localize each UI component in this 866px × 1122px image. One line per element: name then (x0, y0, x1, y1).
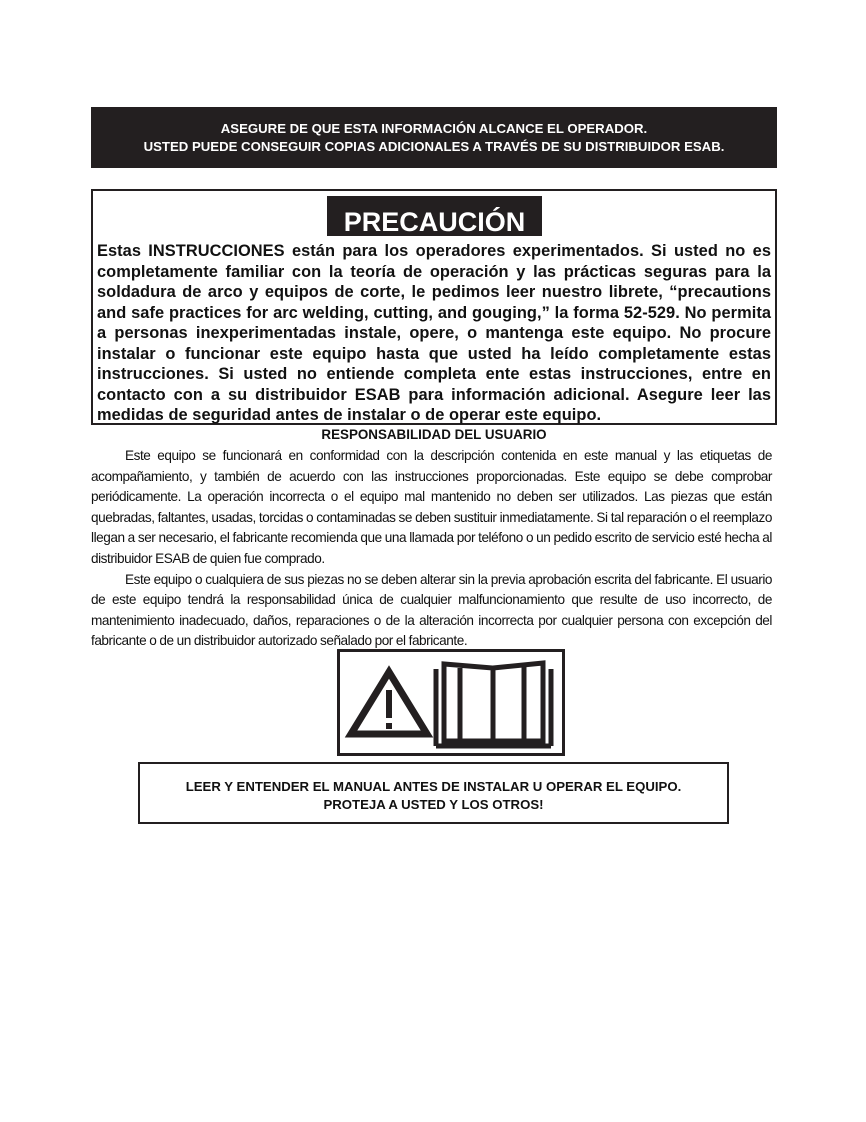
caution-title: PRECAUCIÓN (327, 196, 542, 236)
read-manual-line1: LEER Y ENTENDER EL MANUAL ANTES DE INSTALAR U OPERAR EL EQUIPO. (185, 779, 682, 794)
user-responsibility-paragraph-1: Este equipo se funcionará en conformidad con la descripción contenida en este manual y las etiquetas de acompañamiento, y también de acuerdo con las instrucciones proporcionadas. Este equipo se debe comprobar periódicamente. La operación incorrecta o el equipo mal mantenido no deben ser utilizados. Las piezas que están quebradas, faltantes, usadas, torcidas o contaminadas se deben sustituir inmediatamente. Si tal reparación o el reemplazo llegan a ser necesario, el fabricante recomienda que una llamada por teléfono o un pedido escrito de servicio esté hecha al distribuidor ESAB de quien fue comprado. (91, 448, 772, 566)
notice-banner-line2: USTED PUEDE CONSEGUIR COPIAS ADICIONALES A TRAVÉS DE SU DISTRIBUIDOR ESAB. (143, 139, 725, 154)
notice-banner-line1: ASEGURE DE QUE ESTA INFORMACIÓN ALCANCE EL OPERADOR. (220, 121, 648, 136)
user-responsibility-body (91, 446, 772, 652)
caution-box (91, 189, 777, 425)
warning-triangle-icon (351, 672, 427, 734)
caution-text: Estas INSTRUCCIONES están para los operadores experimentados. Si usted no es completamente familiar con la teoría de operación y las prácticas seguras para la soldadura de arco y equipos de corte, le pedimos leer nuestro librete, “precautions and safe practices for arc welding, cutting, and gouging,” la forma 52-529. No permita a personas inexperimentadas instale, opere, o mantenga este equipo. No procure instalar o funcionar este equipo hasta que usted ha leído completamente estas instrucciones. Si usted no entiende completa ente estas instrucciones, entre en contacto con a su distribuidor ESAB para información adicional. Asegure leer las medidas de seguridad antes de instalar o de operar este equipo. (97, 242, 771, 424)
notice-banner (91, 107, 777, 168)
open-manual-icon (436, 663, 551, 746)
user-responsibility-paragraph-2: Este equipo o cualquiera de sus piezas no se deben alterar sin la previa aprobación escrita del fabricante. El usuario de este equipo tendrá la responsabilidad única de cualquier malfuncionamiento que resulte de uso incorrecto, de mantenimiento inadecuado, daños, reparaciones o de la alteración incorrecta por cualquier persona con excepción del fabricante o de un distribuidor autorizado señalado por el fabricante. (91, 571, 772, 649)
user-responsibility-heading: RESPONSABILIDAD DEL USUARIO (321, 427, 547, 442)
read-manual-line2: PROTEJA A USTED Y LOS OTROS! (323, 797, 544, 812)
read-manual-notice (138, 762, 729, 824)
safety-icons-frame (337, 649, 565, 756)
